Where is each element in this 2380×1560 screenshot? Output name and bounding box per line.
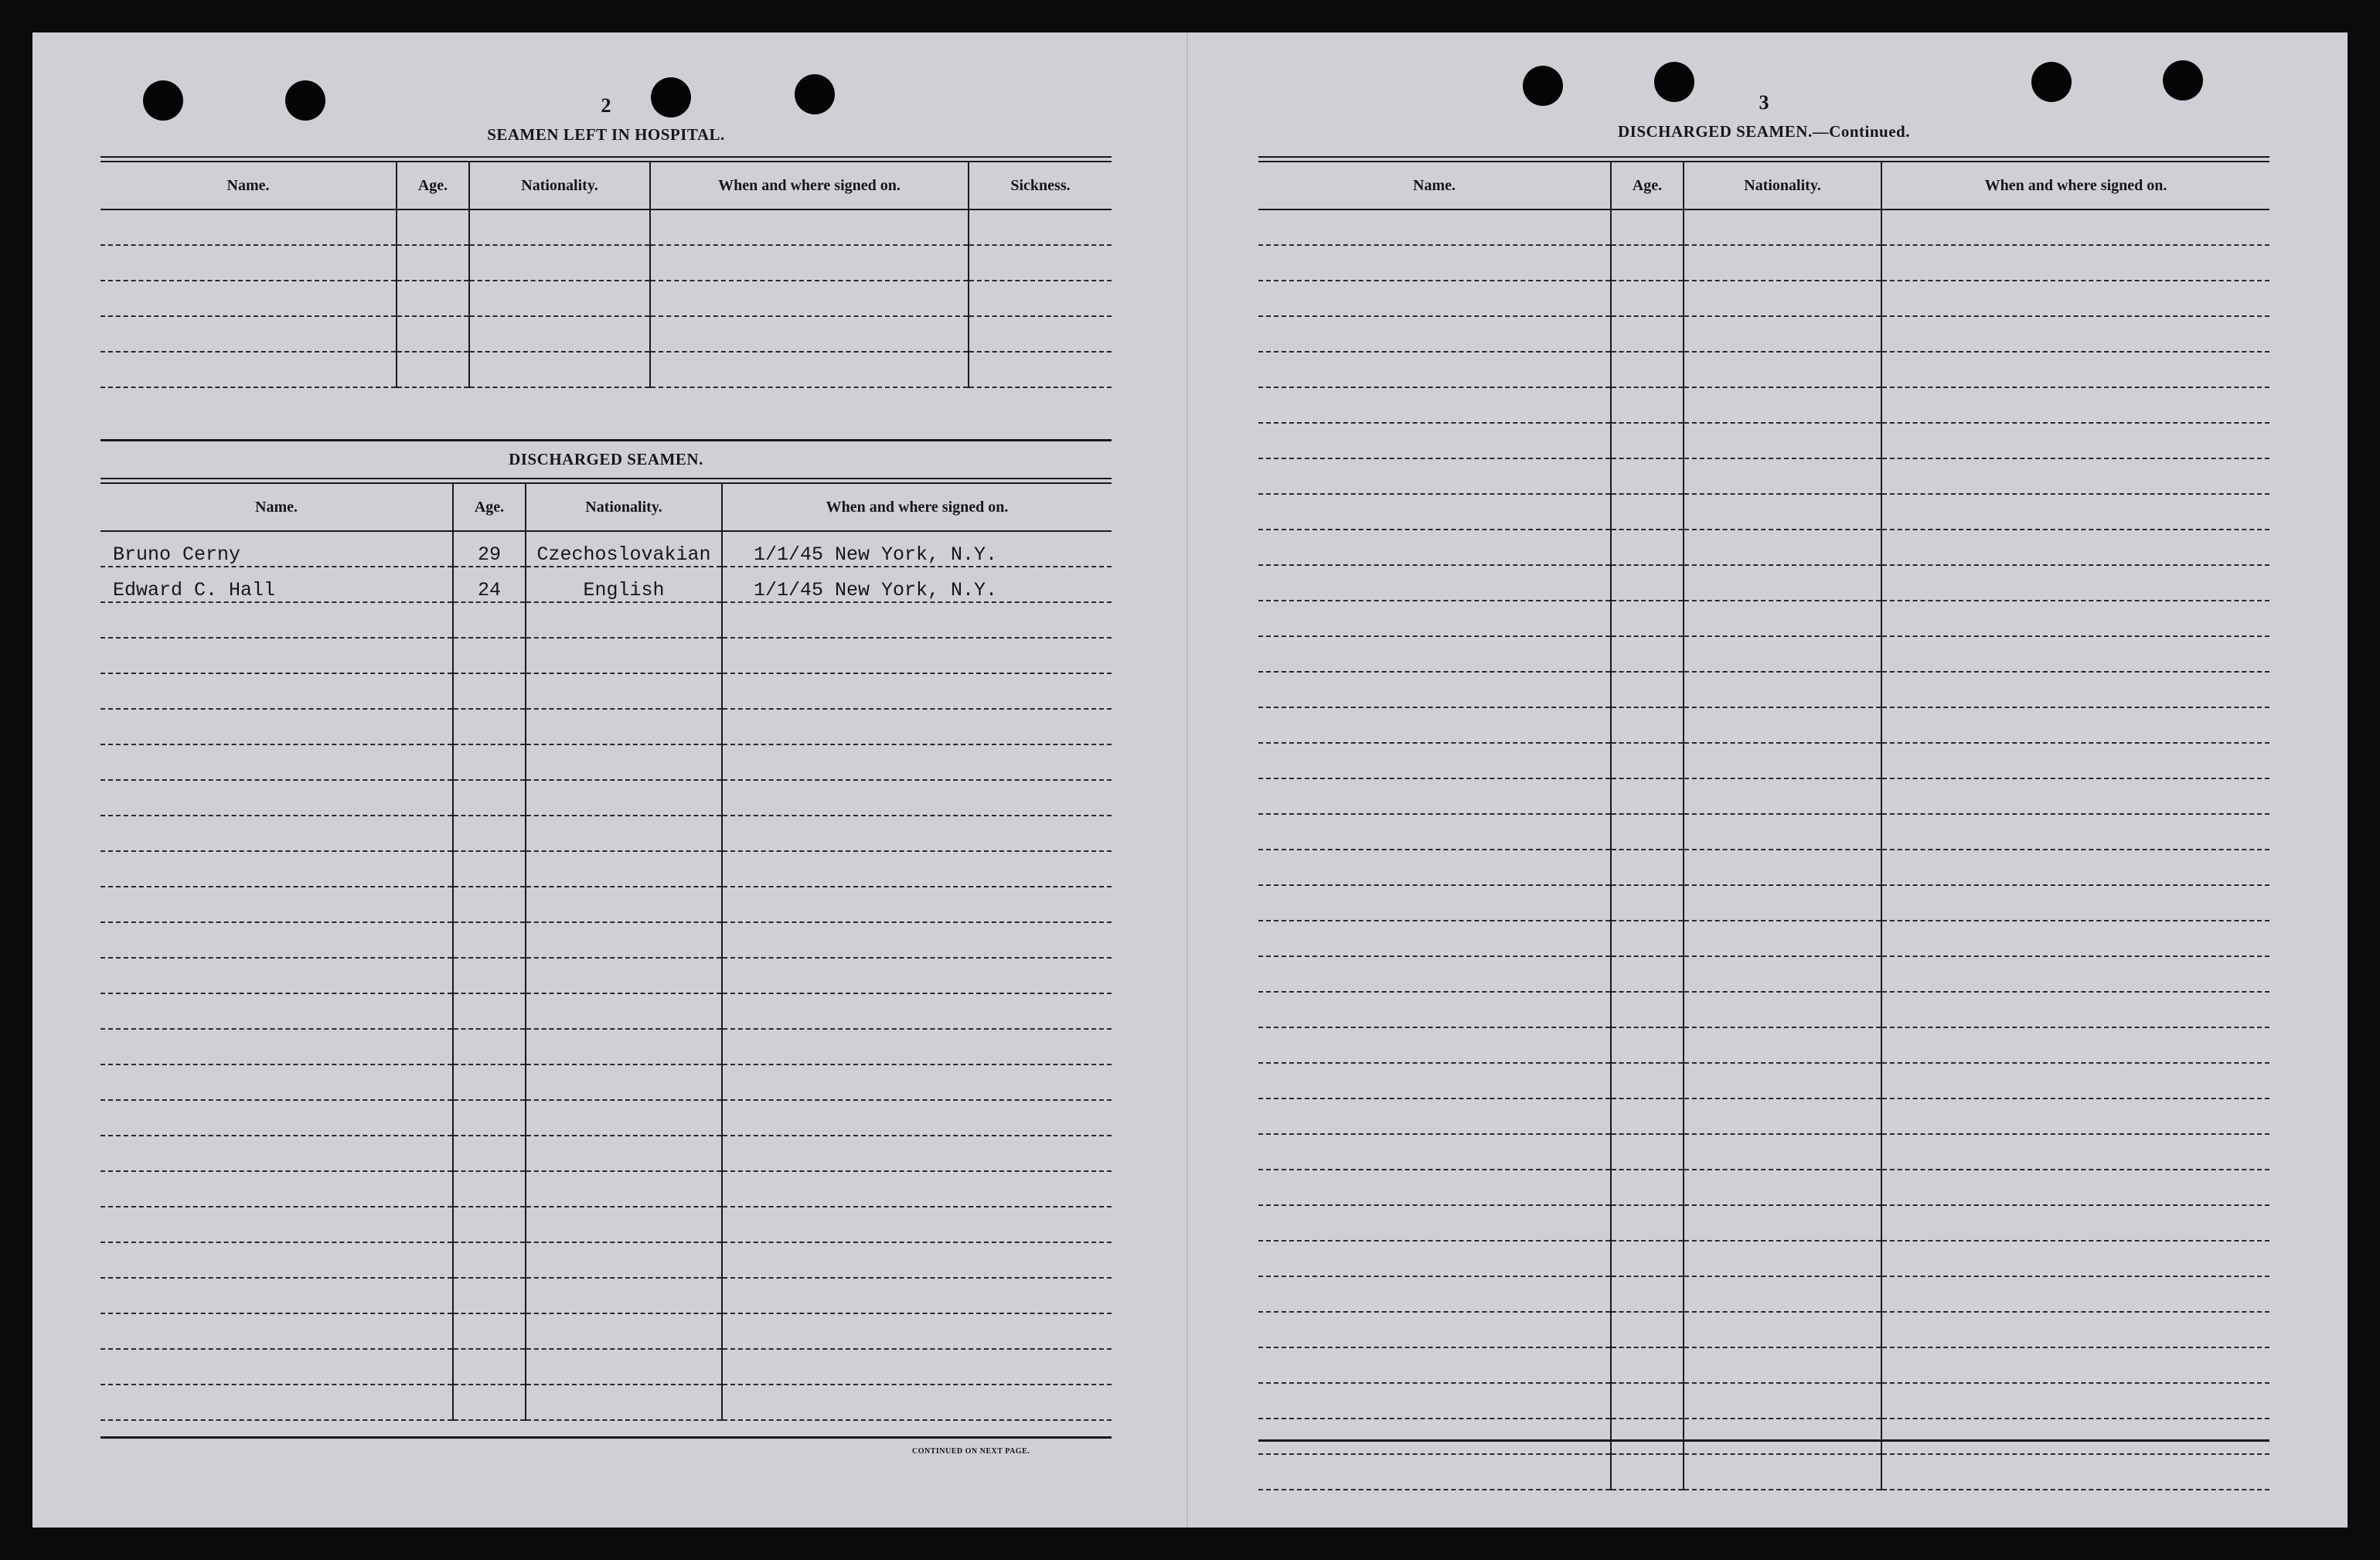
seaman-age: 24 [453, 567, 526, 602]
discharged-top-rule [100, 478, 1112, 484]
table-row [100, 531, 1112, 567]
table-row [100, 993, 1112, 1029]
column-header-signed-on: When and where signed on. [722, 484, 1112, 531]
table-row [1258, 1312, 2269, 1347]
table-row [1258, 494, 2269, 530]
table-row [100, 744, 1112, 780]
table-row [1258, 530, 2269, 565]
table-row [1258, 1276, 2269, 1312]
column-header-nationality: Nationality. [469, 162, 650, 209]
table-row [100, 567, 1112, 602]
table-row [100, 780, 1112, 816]
column-header-name: Name. [100, 484, 453, 531]
table-row [1258, 387, 2269, 423]
table-row [100, 1100, 1112, 1136]
hospital-bottom-rule [100, 439, 1112, 441]
table-row [100, 1278, 1112, 1313]
table-row [1258, 992, 2269, 1027]
table-row [1258, 1170, 2269, 1205]
table-row [1258, 1419, 2269, 1454]
hospital-section-title: SEAMEN LEFT IN HOSPITAL. [487, 125, 725, 144]
hospital-table [100, 162, 1112, 388]
table-row [1258, 423, 2269, 458]
table-row [100, 922, 1112, 958]
table-row [100, 887, 1112, 922]
table-row [100, 1242, 1112, 1278]
table-row [100, 245, 1112, 281]
table-row [1258, 245, 2269, 281]
column-header-name: Name. [1258, 162, 1611, 209]
column-header-sickness: Sickness. [969, 162, 1112, 209]
table-row [1258, 1134, 2269, 1170]
table-row [1258, 672, 2269, 707]
table-row [100, 1064, 1112, 1100]
discharged-continued-table [1258, 162, 2269, 1490]
table-row [1258, 956, 2269, 992]
page-number: 2 [601, 94, 611, 117]
page-fold [1187, 32, 1188, 1528]
table-row [1258, 565, 2269, 601]
seaman-signed-on: 1/1/45 New York, N.Y. [722, 567, 1112, 602]
title-main: DISCHARGED SEAMEN. [1618, 122, 1813, 141]
column-header-signed-on: When and where signed on. [1881, 162, 2269, 209]
table-row [1258, 352, 2269, 387]
table-row [1258, 778, 2269, 814]
table-row [1258, 458, 2269, 494]
discharged-continued-title [1258, 122, 2269, 141]
seaman-name: Edward C. Hall [100, 567, 453, 602]
column-header-age: Age. [1611, 162, 1684, 209]
table-row [100, 1385, 1112, 1420]
column-header-age: Age. [453, 484, 526, 531]
column-header-name: Name. [100, 162, 397, 209]
table-row [1258, 1347, 2269, 1383]
continued-top-rule [1258, 156, 2269, 162]
table-row [1258, 1098, 2269, 1134]
table-row [1258, 281, 2269, 316]
table-row [1258, 1241, 2269, 1276]
seaman-name: Bruno Cerny [100, 531, 453, 567]
table-row [100, 638, 1112, 673]
table-row [1258, 316, 2269, 352]
table-row [1258, 850, 2269, 885]
table-row [1258, 1383, 2269, 1419]
seaman-age: 29 [453, 531, 526, 567]
table-row [1258, 885, 2269, 921]
table-row [100, 602, 1112, 638]
table-row [100, 1207, 1112, 1242]
table-row [100, 851, 1112, 887]
table-row [100, 1349, 1112, 1385]
table-row [1258, 209, 2269, 245]
table-row [1258, 707, 2269, 743]
table-row [100, 1136, 1112, 1171]
column-header-nationality: Nationality. [526, 484, 722, 531]
table-row [100, 816, 1112, 851]
table-row [100, 352, 1112, 387]
seaman-nationality: Czechoslovakian [526, 531, 722, 567]
table-row [100, 709, 1112, 744]
table-row [100, 1313, 1112, 1349]
table-row [100, 958, 1112, 993]
table-row [1258, 636, 2269, 672]
column-header-signed-on: When and where signed on. [650, 162, 969, 209]
hospital-top-rule [100, 156, 1112, 162]
table-row [100, 316, 1112, 352]
table-row [100, 1029, 1112, 1064]
continued-bottom-rule [1258, 1439, 2269, 1442]
table-row [1258, 921, 2269, 956]
seaman-nationality: English [526, 567, 722, 602]
table-row [100, 281, 1112, 316]
table-row [1258, 814, 2269, 850]
table-row [1258, 1205, 2269, 1241]
page-number: 3 [1759, 91, 1769, 114]
seaman-signed-on: 1/1/45 New York, N.Y. [722, 531, 1112, 567]
table-row [1258, 1063, 2269, 1098]
table-row [1258, 1027, 2269, 1063]
table-row [1258, 743, 2269, 778]
discharged-bottom-rule [100, 1436, 1112, 1439]
right-page [1258, 85, 2269, 1461]
discharged-table [100, 484, 1112, 1421]
continued-note: CONTINUED ON NEXT PAGE. [912, 1447, 1030, 1456]
column-header-nationality: Nationality. [1684, 162, 1881, 209]
table-row [1258, 1454, 2269, 1490]
column-header-age: Age. [397, 162, 469, 209]
table-row [100, 1171, 1112, 1207]
table-row [100, 209, 1112, 245]
table-row [100, 673, 1112, 709]
left-page [100, 85, 1112, 1461]
table-row [1258, 601, 2269, 636]
discharged-section-title: DISCHARGED SEAMEN. [509, 450, 703, 468]
title-suffix: —Continued. [1812, 122, 1910, 141]
